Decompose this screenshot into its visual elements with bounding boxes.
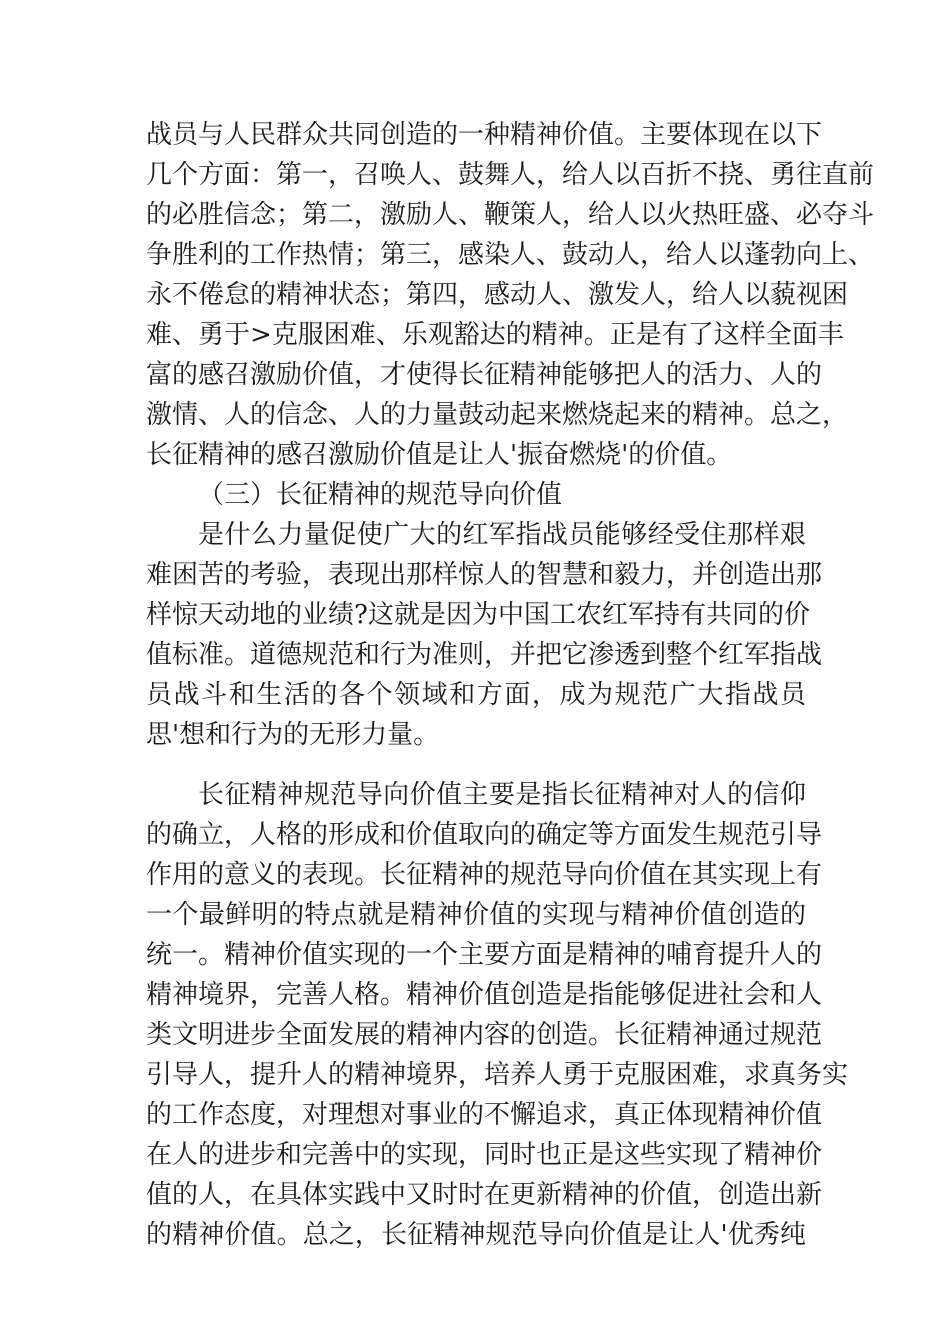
- paragraph-2-line-4: 值标准。道德规范和行为准则，并把它渗透到整个红军指战: [146, 640, 823, 670]
- paragraph-3-line-5: 统一。精神价值实现的一个主要方面是精神的哺育提升人的: [146, 940, 823, 970]
- paragraph-3-line-9: 的工作态度，对理想对事业的不懈追求，真正体现精神价值: [146, 1100, 823, 1130]
- paragraph-1-line-5: 永不倦怠的精神状态；第四，感动人、激发人，给人以藐视困: [146, 280, 849, 310]
- paragraph-3-line-7: 类文明进步全面发展的精神内容的创造。长征精神通过规范: [146, 1020, 823, 1050]
- paragraph-2-line-6: 思'想和行为的无形力量。: [146, 720, 440, 750]
- paragraph-1-line-7: 富的感召激励价值，才使得长征精神能够把人的活力、人的: [146, 360, 823, 390]
- paragraph-3-line-8: 引导人，提升人的精神境界，培养人勇于克服困难，求真务实: [146, 1060, 849, 1090]
- paragraph-2-line-1: 是什么力量促使广大的红军指战员能够经受住那样艰: [198, 520, 806, 550]
- paragraph-1-line-3: 的必胜信念；第二，激励人、鞭策人，给人以火热旺盛、必夺斗: [146, 200, 875, 230]
- paragraph-1-line-9: 长征精神的感召激励价值是让人'振奋燃烧'的价值。: [146, 440, 733, 470]
- paragraph-3-line-12: 的精神价值。总之，长征精神规范导向价值是让人'优秀纯: [146, 1220, 806, 1250]
- paragraph-1-line-1: 战员与人民群众共同创造的一种精神价值。主要体现在以下: [146, 120, 823, 150]
- paragraph-3-line-6: 精神境界，完善人格。精神价值创造是指能够促进社会和人: [146, 980, 823, 1010]
- paragraph-3-line-4: 一个最鲜明的特点就是精神价值的实现与精神价值创造的: [146, 900, 806, 930]
- paragraph-1-line-4: 争胜利的工作热情；第三，感染人、鼓动人，给人以蓬勃向上、: [146, 240, 875, 270]
- section-heading: （三）长征精神的规范导向价值: [198, 480, 563, 510]
- paragraph-1-line-2: 几个方面：第一，召唤人、鼓舞人，给人以百折不挠、勇往直前: [146, 160, 875, 190]
- paragraph-2-line-3: 样惊天动地的业绩?这就是因为中国工农红军持有共同的价: [146, 600, 810, 630]
- paragraph-1-line-6: 难、勇于>克服困难、乐观豁达的精神。正是有了这样全面丰: [146, 320, 844, 350]
- paragraph-2-line-2: 难困苦的考验，表现出那样惊人的智慧和毅力，并创造出那: [146, 560, 823, 590]
- paragraph-3-line-1: 长征精神规范导向价值主要是指长征精神对人的信仰: [198, 780, 806, 810]
- paragraph-2-line-5: 员战斗和生活的各个领域和方面，成为规范广大指战员: [146, 680, 806, 710]
- paragraph-3-line-10: 在人的进步和完善中的实现，同时也正是这些实现了精神价: [146, 1140, 823, 1170]
- paragraph-3-line-11: 值的人，在具体实践中又时时在更新精神的价值，创造出新: [146, 1180, 823, 1210]
- paragraph-3-line-2: 的确立，人格的形成和价值取向的确定等方面发生规范引导: [146, 820, 823, 850]
- paragraph-3-line-3: 作用的意义的表现。长征精神的规范导向价值在其实现上有: [146, 860, 823, 890]
- paragraph-1-line-8: 激情、人的信念、人的力量鼓动起来燃烧起来的精神。总之，: [146, 400, 849, 430]
